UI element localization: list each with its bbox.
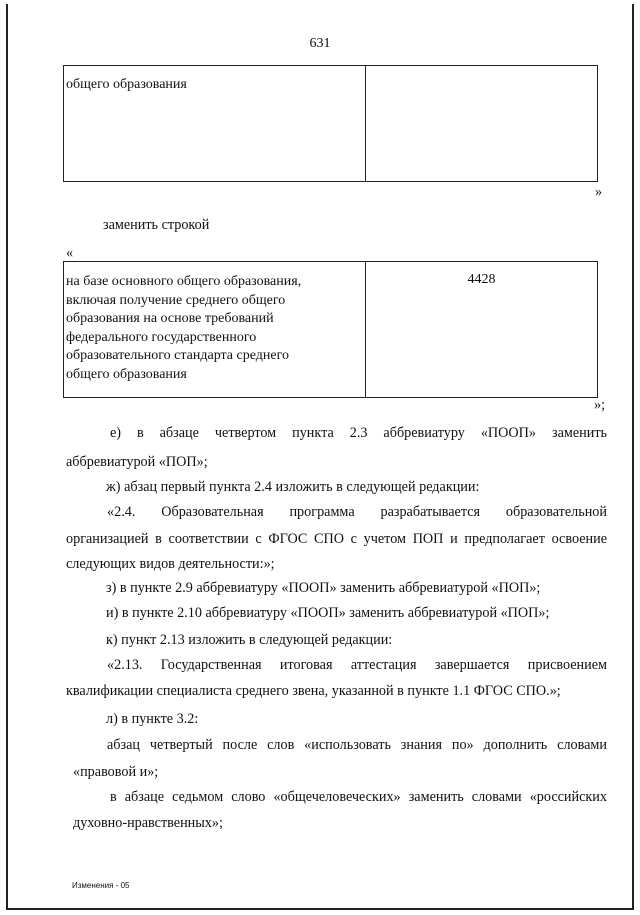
paragraph-213-line1: «2.13. Государственная итоговая аттестация завершается присвоением [107, 657, 607, 673]
table-new-left-cell [64, 262, 366, 398]
table-new-right-cell: 4428 [366, 262, 598, 398]
cell-line: образовательного стандарта среднего [66, 348, 289, 363]
table-old-row [63, 65, 598, 182]
paragraph-24-line1: «2.4. Образовательная программа разрабатывается образовательной [107, 504, 607, 520]
paragraph-i: и) в пункте 2.10 аббревиатуру «ПООП» заменить аббревиатурой «ПОП»; [106, 605, 550, 621]
cell-line: общего образования [66, 366, 187, 382]
paragraph-24-line2: организацией в соответствии с ФГОС СПО с учетом ПОП и предполагает освоение [66, 531, 607, 547]
paragraph-a4-line2: «правовой и»; [73, 764, 159, 780]
closing-quote-2: »; [594, 397, 606, 413]
table-old-left-cell: общего образования [64, 66, 366, 182]
table-new-row [63, 261, 598, 398]
paragraph-l: л) в пункте 3.2: [106, 711, 199, 727]
paragraph-e-line2: аббревиатурой «ПОП»; [66, 454, 208, 470]
replace-line: заменить строкой [103, 217, 210, 233]
page-number: 631 [309, 36, 331, 51]
cell-line: образования на основе требований [66, 311, 274, 326]
cell-line: федерального государственного [66, 329, 257, 345]
paragraph-zh: ж) абзац первый пункта 2.4 изложить в следующей редакции: [106, 479, 480, 495]
paragraph-k: к) пункт 2.13 изложить в следующей редакции: [106, 632, 393, 648]
paragraph-a7-line2: духовно-нравственных»; [73, 815, 223, 831]
table-old-right-cell [366, 66, 598, 182]
footer-note: Изменения - 05 [72, 881, 130, 890]
paragraph-z: з) в пункте 2.9 аббревиатуру «ПООП» заменить аббревиатурой «ПОП»; [106, 580, 541, 596]
cell-line: включая получение среднего общего [66, 292, 286, 308]
paragraph-213-line2: квалификации специалиста среднего звена, указанной в пункте 1.1 ФГОС СПО.»; [66, 683, 561, 699]
cell-line: на базе основного общего образования, [66, 274, 302, 289]
closing-quote-1: » [595, 184, 603, 200]
paragraph-e-line1: е) в абзаце четвертом пункта 2.3 аббревиатуру «ПООП» заменить [110, 425, 607, 441]
opening-quote: « [66, 245, 74, 261]
paragraph-a4-line1: абзац четвертый после слов «использовать знания по» дополнить словами [107, 737, 607, 753]
paragraph-24-line3: следующих видов деятельности:»; [66, 556, 275, 572]
paragraph-a7-line1: в абзаце седьмом слово «общечеловеческих» заменить словами «российских [110, 789, 607, 805]
